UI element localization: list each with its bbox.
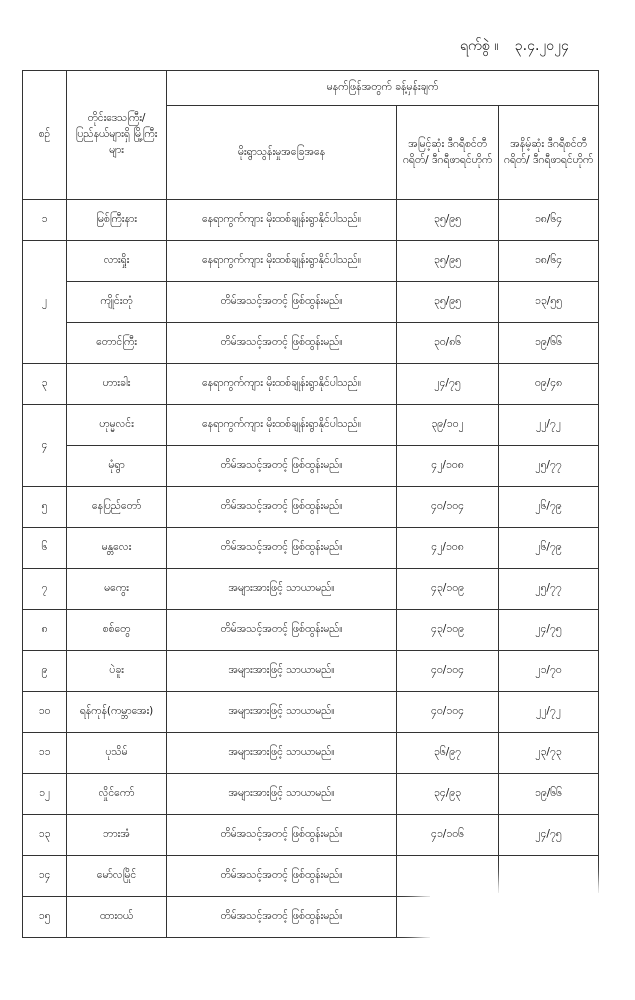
rain-condition: တိမ်အသင့်အတင့် ဖြစ်ထွန်းမည်။ (167, 856, 397, 897)
row-number: ၆ (23, 528, 67, 569)
city-name: ကျိုင်းတုံ (67, 282, 167, 323)
max-temp: ၄၁/၁၀၆ (397, 815, 499, 856)
row-number: ၁ (23, 200, 67, 241)
rain-condition: နေရာကွက်ကျား မိုးထစ်ချုန်းရွာနိုင်ပါသည်။ (167, 200, 397, 241)
min-temp (499, 856, 599, 897)
table-row (23, 528, 599, 569)
row-number: ၈ (23, 610, 67, 651)
min-temp: ၂၁/၇၀ (499, 651, 599, 692)
row-number: ၁၂ (23, 774, 67, 815)
rain-condition: နေရာကွက်ကျား မိုးထစ်ချုန်းရွာနိုင်ပါသည်။ (167, 364, 397, 405)
rain-condition: အများအားဖြင့် သာယာမည်။ (167, 651, 397, 692)
row-number: ၉ (23, 651, 67, 692)
rain-condition: တိမ်အသင့်အတင့် ဖြစ်ထွန်းမည်။ (167, 323, 397, 364)
max-temp: ၄၂/၁၀၈ (397, 446, 499, 487)
city-name: တောင်ကြီး (67, 323, 167, 364)
row-number: ၇ (23, 569, 67, 610)
table-row (23, 733, 599, 774)
rain-condition: နေရာကွက်ကျား မိုးထစ်ချုန်းရွာနိုင်ပါသည်။ (167, 241, 397, 282)
rain-condition: တိမ်အသင့်အတင့် ဖြစ်ထွန်းမည်။ (167, 446, 397, 487)
header-region: တိုင်းဒေသကြီး/ ပြည်နယ်များရှိ မြို့ကြီးများ (67, 71, 167, 200)
min-temp: ၁၈/၆၄ (499, 241, 599, 282)
city-name: လှိုင်ကော် (67, 774, 167, 815)
header-condition: မိုးရွာသွန်းမှုအခြေအနေ (167, 106, 397, 200)
table-row (23, 610, 599, 651)
city-name: ရန်ကုန်(ကမ္ဘာအေး) (67, 692, 167, 733)
max-temp: ၂၄/၇၅ (397, 364, 499, 405)
row-number: ၃ (23, 364, 67, 405)
rain-condition: တိမ်အသင့်အတင့် ဖြစ်ထွန်းမည်။ (167, 610, 397, 651)
table-row (23, 200, 599, 241)
row-number: ၅ (23, 487, 67, 528)
table-row (23, 774, 599, 815)
min-temp: ၂၆/၇၉ (499, 487, 599, 528)
city-name: နေပြည်တော် (67, 487, 167, 528)
table-row (23, 364, 599, 405)
row-number: ၄ (23, 405, 67, 487)
max-temp: ၃၆/၉၇ (397, 733, 499, 774)
row-number: ၁၄ (23, 856, 67, 897)
row-number: ၂ (23, 241, 67, 364)
city-name: ဘားအံ (67, 815, 167, 856)
city-name: မြစ်ကြီးနား (67, 200, 167, 241)
table-row (23, 569, 599, 610)
header-no: စဉ် (23, 71, 67, 200)
weather-forecast-table (22, 70, 599, 938)
table-row (23, 651, 599, 692)
min-temp: ၁၉/၆၆ (499, 774, 599, 815)
table-row (23, 405, 599, 446)
min-temp: ၂၄/၇၅ (499, 815, 599, 856)
max-temp: ၄၀/၁၀၄ (397, 692, 499, 733)
table-row (23, 446, 599, 487)
table-row (23, 692, 599, 733)
max-temp (397, 856, 499, 897)
min-temp: ၂၄/၇၅ (499, 610, 599, 651)
city-name: ပုသိမ် (67, 733, 167, 774)
max-temp: ၃၄/၉၃ (397, 774, 499, 815)
min-temp: ၁၃/၅၅ (499, 282, 599, 323)
max-temp: ၄၂/၁၀၈ (397, 528, 499, 569)
row-number: ၁၀ (23, 692, 67, 733)
row-number: ၁၁ (23, 733, 67, 774)
max-temp: ၄၃/၁၀၉ (397, 569, 499, 610)
date-label: ရက်စွဲ ။ (460, 38, 499, 54)
rain-condition: အများအားဖြင့် သာယာမည်။ (167, 569, 397, 610)
max-temp: ၄၃/၁၀၉ (397, 610, 499, 651)
city-name: စစ်တွေ (67, 610, 167, 651)
rain-condition: တိမ်အသင့်အတင့် ဖြစ်ထွန်းမည်။ (167, 897, 397, 938)
city-name: ဟားခါး (67, 364, 167, 405)
max-temp: ၃၅/၉၅ (397, 282, 499, 323)
max-temp: ၄၀/၁၀၄ (397, 487, 499, 528)
rain-condition: အများအားဖြင့် သာယာမည်။ (167, 692, 397, 733)
min-temp: ၂၅/၇၇ (499, 446, 599, 487)
min-temp: ၂၅/၇၇ (499, 569, 599, 610)
max-temp: ၃၀/၈၆ (397, 323, 499, 364)
min-temp: ၁၉/၆၆ (499, 323, 599, 364)
rain-condition: နေရာကွက်ကျား မိုးထစ်ချုန်းရွာနိုင်ပါသည်။ (167, 405, 397, 446)
row-number: ၁၅ (23, 897, 67, 938)
document-date (460, 36, 569, 57)
max-temp: ၄၀/၁၀၄ (397, 651, 499, 692)
header-max-temp: အမြင့်ဆုံး ဒီဂရီစင်တီဂရိတ်/ ဒီဂရီဖာရင်ဟိုက် (397, 106, 499, 200)
min-temp: ၁၈/၆၄ (499, 200, 599, 241)
city-name: ထားဝယ် (67, 897, 167, 938)
city-name: မုံရွာ (67, 446, 167, 487)
min-temp: ၂၆/၇၉ (499, 528, 599, 569)
min-temp: ၂၃/၇၃ (499, 733, 599, 774)
min-temp: ၀၉/၄၈ (499, 364, 599, 405)
row-number: ၁၃ (23, 815, 67, 856)
min-temp: ၂၂/၇၂ (499, 692, 599, 733)
city-name: မန္တလေး (67, 528, 167, 569)
rain-condition: တိမ်အသင့်အတင့် ဖြစ်ထွန်းမည်။ (167, 487, 397, 528)
city-name: မကွေး (67, 569, 167, 610)
header-min-temp: အနိမ့်ဆုံး ဒီဂရီစင်တီဂရိတ်/ ဒီဂရီဖာရင်ဟိုက် (499, 106, 599, 200)
city-name: ပဲခူး (67, 651, 167, 692)
city-name: မော်လမြိုင် (67, 856, 167, 897)
rain-condition: တိမ်အသင့်အတင့် ဖြစ်ထွန်းမည်။ (167, 282, 397, 323)
table-row (23, 815, 599, 856)
date-value: ၃.၄.၂၀၂၄ (514, 38, 569, 54)
max-temp: ၃၅/၉၅ (397, 241, 499, 282)
max-temp: ၃၅/၉၅ (397, 200, 499, 241)
table-row (23, 323, 599, 364)
city-name: ဟုမ္မလင်း (67, 405, 167, 446)
max-temp: ၃၉/၁၀၂ (397, 405, 499, 446)
table-row (23, 856, 599, 897)
obscured-corner (430, 893, 620, 993)
table-row (23, 241, 599, 282)
rain-condition: အများအားဖြင့် သာယာမည်။ (167, 774, 397, 815)
header-forecast: မနက်ဖြန်အတွက် ခန့်မှန်းချက် (167, 71, 599, 106)
min-temp: ၂၂/၇၂ (499, 405, 599, 446)
city-name: လားရှိုး (67, 241, 167, 282)
rain-condition: အများအားဖြင့် သာယာမည်။ (167, 733, 397, 774)
rain-condition: တိမ်အသင့်အတင့် ဖြစ်ထွန်းမည်။ (167, 528, 397, 569)
rain-condition: တိမ်အသင့်အတင့် ဖြစ်ထွန်းမည်။ (167, 815, 397, 856)
table-row (23, 487, 599, 528)
table-row (23, 282, 599, 323)
